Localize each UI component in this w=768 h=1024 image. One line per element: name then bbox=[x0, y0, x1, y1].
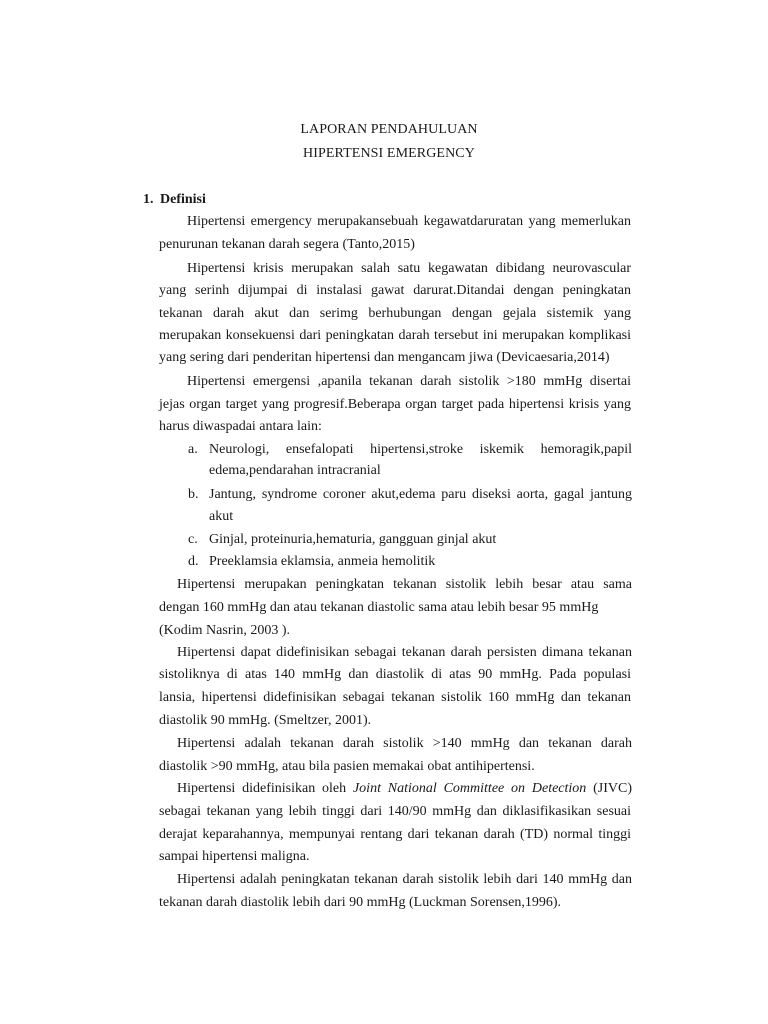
paragraph-line bbox=[177, 780, 632, 798]
paragraph-line: Hipertensi adalah peningkatan tekanan darah sistolik lebih dari 140 mmHg dan bbox=[177, 872, 632, 887]
list-item-line: edema,pendarahan intracranial bbox=[209, 463, 381, 478]
paragraph-line: sebagai tekanan yang lebih tinggi dari 140/90 mmHg dan diklasifikasikan sesuai bbox=[159, 804, 631, 819]
paragraph-line: Hipertensi merupakan peningkatan tekanan sistolik lebih besar atau sama bbox=[177, 577, 632, 592]
document-subtitle: HIPERTENSI EMERGENCY bbox=[303, 146, 475, 161]
paragraph-line: yang sering dari penderitan hipertensi dan mengancam jiwa (Devicaesaria,2014) bbox=[159, 350, 610, 365]
paragraph-line: sampai hipertensi maligna. bbox=[159, 849, 310, 864]
list-item-line: Ginjal, proteinuria,hematuria, gangguan ginjal akut bbox=[209, 532, 497, 547]
paragraph-line: jejas organ target yang progresif.Beberapa organ target pada hipertensi krisis yang bbox=[159, 397, 631, 412]
paragraph-line: Hipertensi adalah tekanan darah sistolik >140 mmHg dan tekanan darah bbox=[177, 736, 632, 751]
paragraph-line: Hipertensi dapat didefinisikan sebagai tekanan darah persisten dimana tekanan bbox=[177, 645, 632, 660]
paragraph-line: Hipertensi emergensi ,apanila tekanan darah sistolik >180 mmHg disertai bbox=[187, 374, 631, 389]
paragraph-line: diastolik >90 mmHg, atau bila pasien memakai obat antihipertensi. bbox=[159, 759, 535, 774]
paragraph-line: Hipertensi emergency merupakansebuah kegawatdaruratan yang memerlukan bbox=[187, 214, 631, 229]
paragraph-line: tekanan darah akut dan serimg berhubungan dengan gejala sistemik yang bbox=[159, 306, 631, 321]
paragraph-text: Hipertensi didefinisikan oleh bbox=[177, 781, 353, 796]
paragraph-line: tekanan darah diastolik lebih dari 90 mmHg (Luckman Sorensen,1996). bbox=[159, 895, 562, 910]
paragraph-line: Hipertensi krisis merupakan salah satu kegawatan dibidang neurovascular bbox=[187, 261, 631, 276]
section-title: Definisi bbox=[160, 192, 206, 207]
paragraph-text: (JIVC) bbox=[586, 781, 632, 796]
list-marker: a. bbox=[188, 442, 198, 457]
paragraph-line: (Kodim Nasrin, 2003 ). bbox=[159, 623, 291, 638]
paragraph-line: lansia, hipertensi didefinisikan sebagai tekanan sistolik 160 mmHg dan tekanan bbox=[159, 690, 631, 705]
list-item-line: Neurologi, ensefalopati hipertensi,stroke iskemik hemoragik,papil bbox=[209, 442, 632, 457]
section-heading bbox=[143, 192, 206, 208]
paragraph-line: yang serinh dijumpai di instalasi gawat darurat.Ditandai dengan peningkatan bbox=[159, 283, 631, 298]
list-marker: c. bbox=[188, 532, 198, 547]
list-item-line: akut bbox=[209, 509, 234, 524]
paragraph-line: derajat keparahannya, mempunyai rentang dari tekanan darah (TD) normal tinggi bbox=[159, 827, 631, 842]
document-title: LAPORAN PENDAHULUAN bbox=[300, 122, 478, 137]
paragraph-line: penurunan tekanan darah segera (Tanto,2015) bbox=[159, 237, 415, 252]
section-number: 1. bbox=[143, 192, 154, 207]
list-marker: b. bbox=[188, 487, 199, 502]
committee-name: Joint National Committee on Detection bbox=[352, 781, 587, 796]
paragraph-line: dengan 160 mmHg dan atau tekanan diastolic sama atau lebih besar 95 mmHg bbox=[159, 600, 599, 615]
list-item-line: Preeklamsia eklamsia, anmeia hemolitik bbox=[209, 554, 436, 569]
paragraph-line: merupakan konsekuensi dari peningkatan darah tersebut ini merupakan komplikasi bbox=[159, 328, 631, 343]
list-marker: d. bbox=[188, 554, 199, 569]
paragraph-line: harus diwaspadai antara lain: bbox=[159, 419, 322, 434]
paragraph-line: sistoliknya di atas 140 mmHg dan diastolik di atas 90 mmHg. Pada populasi bbox=[159, 667, 631, 682]
list-item-line: Jantung, syndrome coroner akut,edema paru diseksi aorta, gagal jantung bbox=[209, 487, 632, 502]
paragraph-line: diastolik 90 mmHg. (Smeltzer, 2001). bbox=[159, 713, 372, 728]
